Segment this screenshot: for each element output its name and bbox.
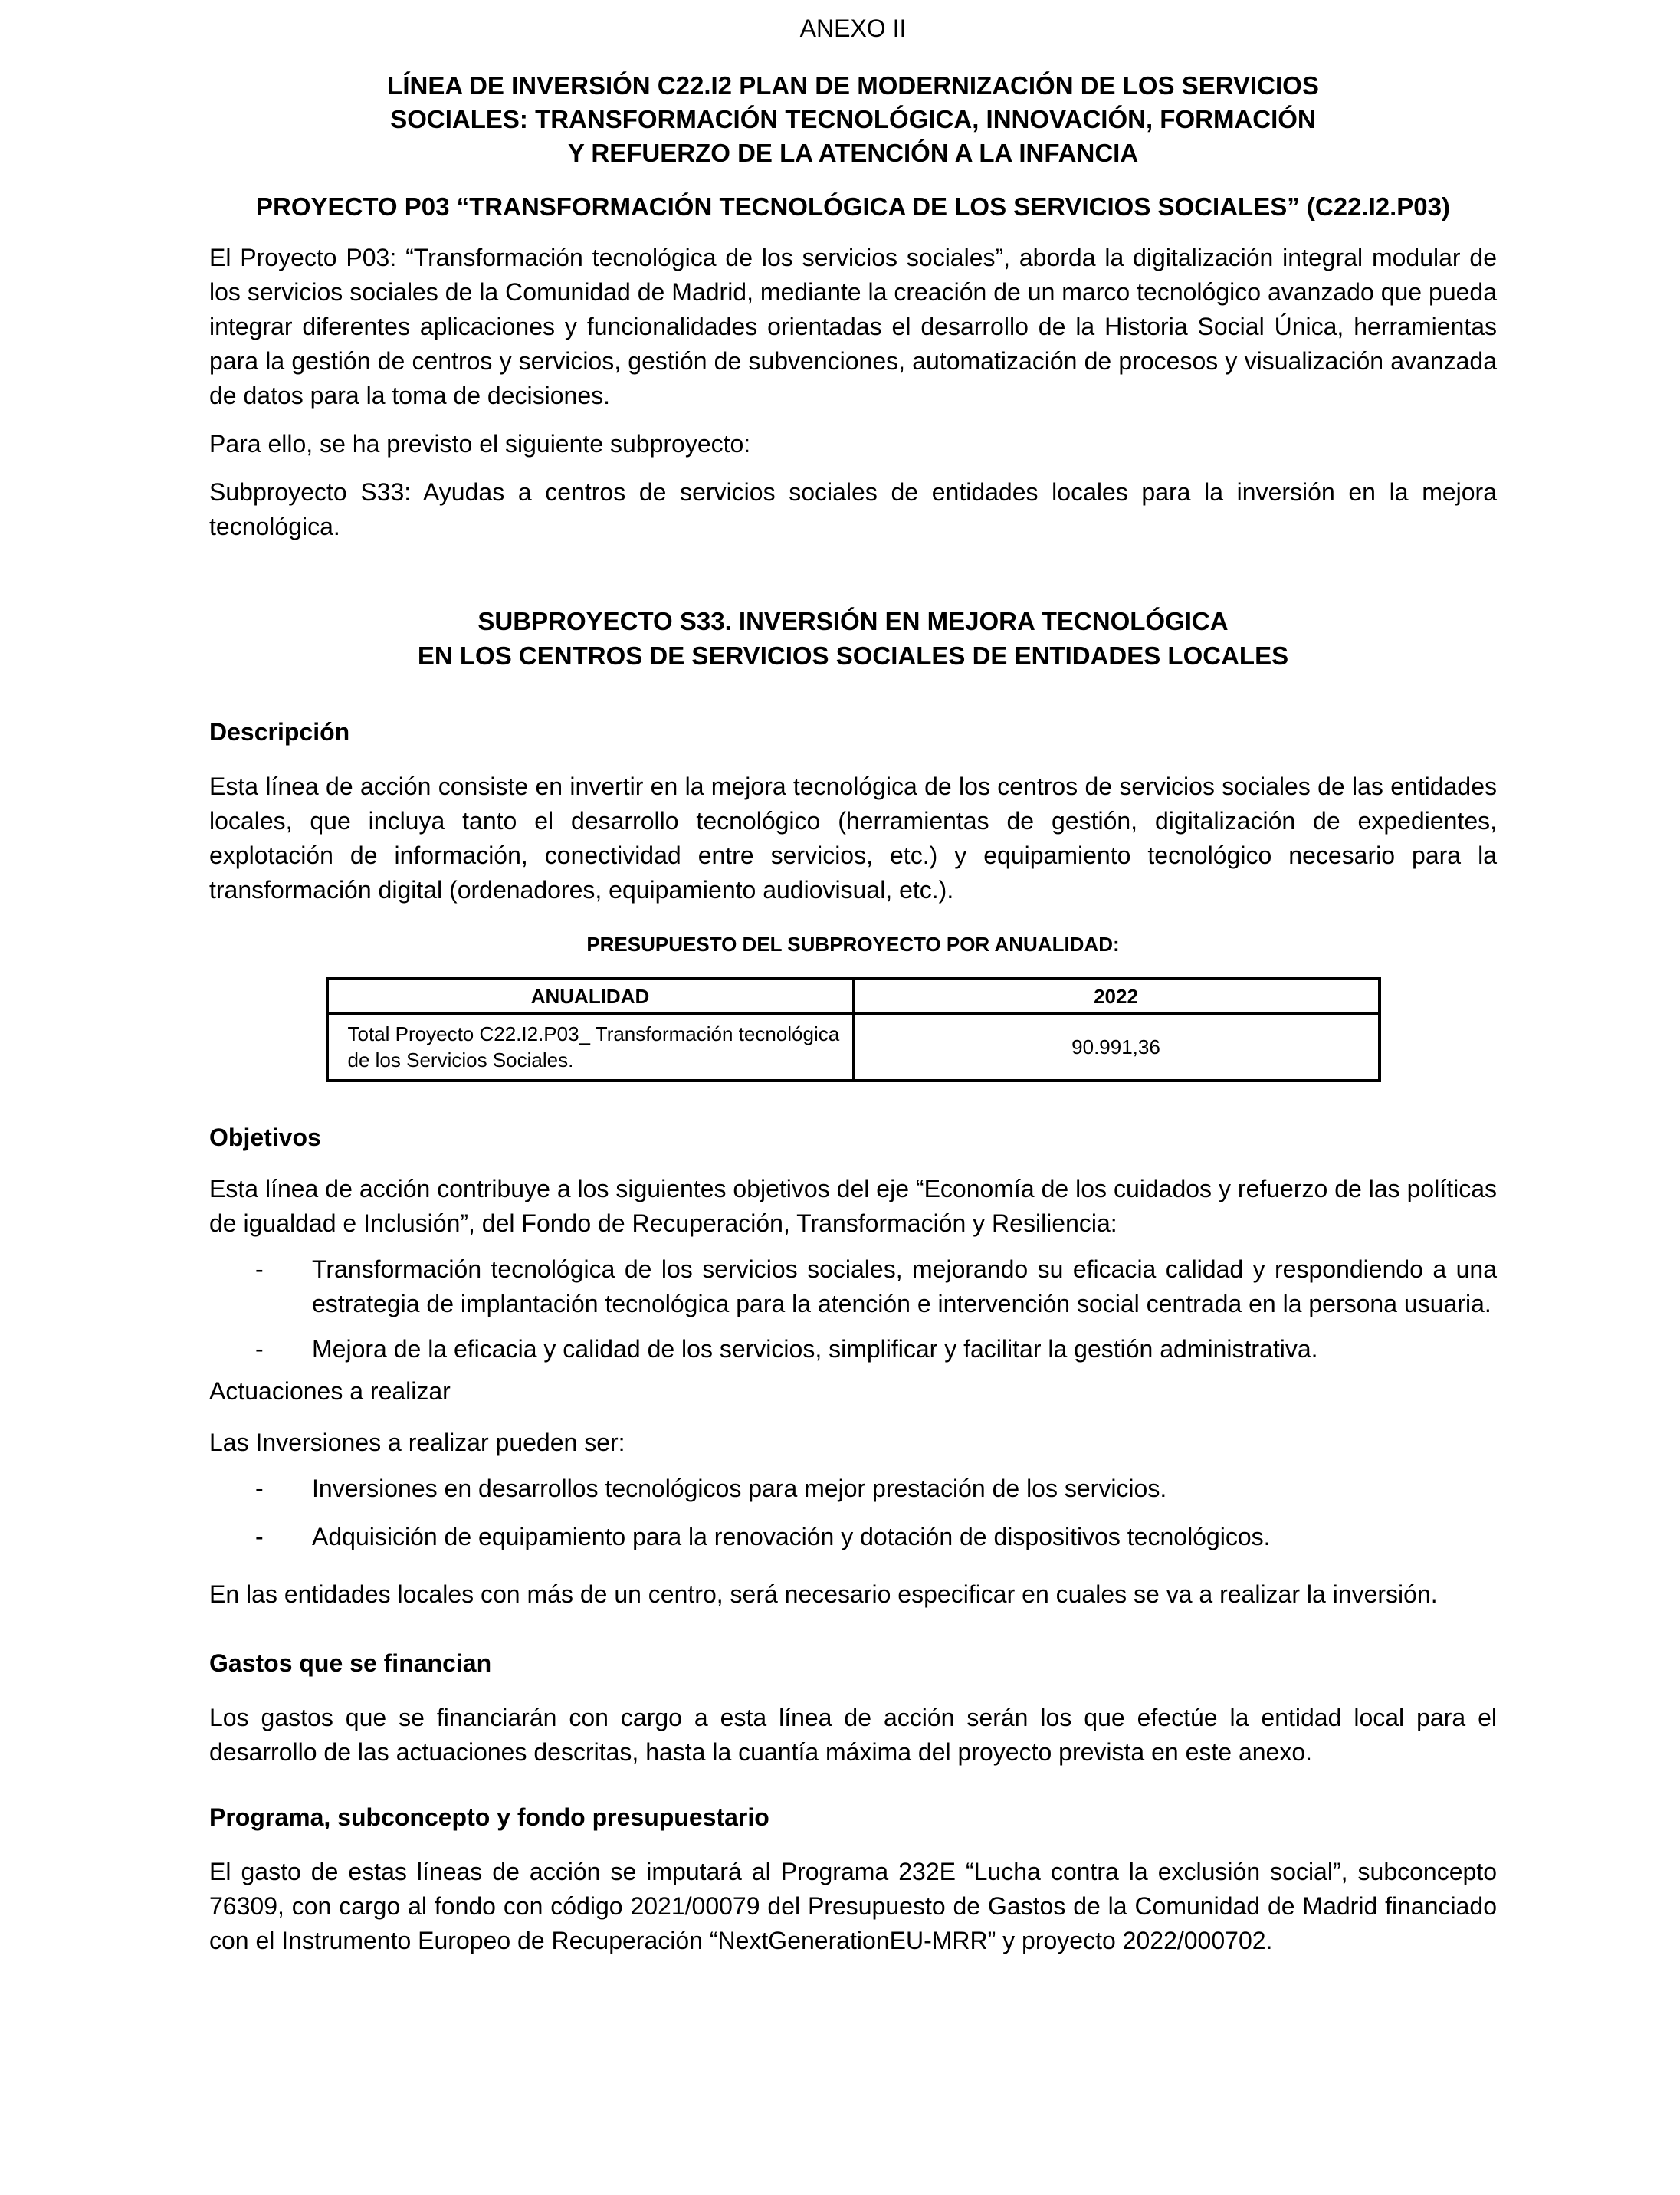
objectives-list xyxy=(209,1252,1497,1367)
objectives-item-2-text: Mejora de la eficacia y calidad de los servicios, simplificar y facilitar la gestión administrativa. xyxy=(312,1335,1318,1363)
list-item xyxy=(209,1252,1497,1321)
investment-line-title-line-1: LÍNEA DE INVERSIÓN C22.I2 PLAN DE MODERNIZACIÓN DE LOS SERVICIOS xyxy=(387,71,1319,100)
budget-program-paragraph: El gasto de estas líneas de acción se imputará al Programa 232E “Lucha contra la exclusión social”, subconcepto 76309, con cargo al fondo con código 2021/00079 del Presupuesto de Gastos de la Comunidad de Madrid financiado con el Instrumento Europeo de Recuperación “NextGenerationEU-MRR” y proyecto 2022/000702. xyxy=(209,1858,1497,1954)
budget-program-heading: Programa, subconcepto y fondo presupuestario xyxy=(209,1803,769,1831)
intro-section xyxy=(209,241,1497,544)
document-header xyxy=(209,11,1497,224)
list-item xyxy=(209,1332,1497,1367)
objectives-intro-paragraph: Esta línea de acción contribuye a los siguientes objetivos del eje “Economía de los cuidados y refuerzo de las políticas de igualdad e Inclusión”, del Fondo de Recuperación, Transformación y Resiliencia: xyxy=(209,1175,1497,1237)
subproject-lead-in-paragraph: Para ello, se ha previsto el siguiente subproyecto: xyxy=(209,430,751,458)
objectives-heading: Objetivos xyxy=(209,1124,321,1151)
actions-item-2-text: Adquisición de equipamiento para la renovación y dotación de dispositivos tecnológicos. xyxy=(312,1523,1271,1550)
financed-expenses-paragraph: Los gastos que se financiarán con cargo a esta línea de acción serán los que efectúe la entidad local para el desarrollo de las actuaciones descritas, hasta la cuantía máxima del proyecto prevista en este anexo. xyxy=(209,1704,1497,1766)
project-heading: PROYECTO P03 “TRANSFORMACIÓN TECNOLÓGICA DE LOS SERVICIOS SOCIALES” (C22.I2.P03) xyxy=(256,192,1450,221)
subproject-summary-paragraph: Subproyecto S33: Ayudas a centros de servicios sociales de entidades locales para la inversión en la mejora tecnológica. xyxy=(209,478,1497,540)
subproject-heading xyxy=(163,604,1543,673)
actions-heading: Actuaciones a realizar xyxy=(209,1377,451,1405)
actions-list xyxy=(209,1472,1497,1554)
budget-row-amount: 90.991,36 xyxy=(853,1014,1380,1081)
financed-expenses-heading: Gastos que se financian xyxy=(209,1649,492,1677)
subproject-heading-line-2: EN LOS CENTROS DE SERVICIOS SOCIALES DE ENTIDADES LOCALES xyxy=(417,641,1289,670)
budget-table-caption: PRESUPUESTO DEL SUBPROYECTO POR ANUALIDAD: xyxy=(586,933,1120,956)
subproject-section xyxy=(209,604,1497,1958)
investment-line-title-line-2: SOCIALES: TRANSFORMACIÓN TECNOLÓGICA, INNOVACIÓN, FORMACIÓN xyxy=(390,105,1316,133)
budget-table xyxy=(326,977,1381,1082)
actions-note-paragraph: En las entidades locales con más de un centro, será necesario especificar en cuales se va a realizar la inversión. xyxy=(209,1580,1438,1608)
subproject-heading-line-1: SUBPROYECTO S33. INVERSIÓN EN MEJORA TECNOLÓGICA xyxy=(477,607,1229,635)
table-row xyxy=(327,1014,1380,1081)
list-item xyxy=(209,1520,1497,1554)
list-item xyxy=(209,1472,1497,1506)
budget-table-head xyxy=(327,979,1380,1014)
dash-bullet-marker: - xyxy=(255,1335,264,1363)
dash-bullet-marker: - xyxy=(255,1523,264,1550)
budget-column-2022: 2022 xyxy=(853,979,1380,1014)
project-description-paragraph: El Proyecto P03: “Transformación tecnológica de los servicios sociales”, aborda la digitalización integral modular de los servicios sociales de la Comunidad de Madrid, mediante la creación de un marco tecnológico avanzado que pueda integrar diferentes aplicaciones y funcionalidades orientadas el desarrollo de la Historia Social Única, herramientas para la gestión de centros y servicios, gestión de subvenciones, automatización de procesos y visualización avanzada de datos para la toma de decisiones. xyxy=(209,244,1497,409)
budget-table-header-row xyxy=(327,979,1380,1014)
annex-label: ANEXO II xyxy=(799,15,907,42)
dash-bullet-marker: - xyxy=(255,1475,264,1502)
budget-row-concept: Total Proyecto C22.I2.P03_ Transformación tecnológica de los Servicios Sociales. xyxy=(327,1014,854,1081)
objectives-item-1-text: Transformación tecnológica de los servicios sociales, mejorando su eficacia calidad y respondiendo a una estrategia de implantación tecnológica para la atención e intervención social centrada en la persona usuaria. xyxy=(312,1255,1497,1317)
budget-column-anualidad: ANUALIDAD xyxy=(327,979,854,1014)
actions-item-1-text: Inversiones en desarrollos tecnológicos para mejor prestación de los servicios. xyxy=(312,1475,1167,1502)
investment-line-title-line-3: Y REFUERZO DE LA ATENCIÓN A LA INFANCIA xyxy=(567,139,1139,167)
investment-line-title xyxy=(163,69,1543,170)
dash-bullet-marker: - xyxy=(255,1255,264,1283)
actions-intro-paragraph: Las Inversiones a realizar pueden ser: xyxy=(209,1429,625,1456)
description-heading: Descripción xyxy=(209,718,350,746)
description-paragraph: Esta línea de acción consiste en invertir en la mejora tecnológica de los centros de servicios sociales de las entidades locales, que incluya tanto el desarrollo tecnológico (herramientas de gestión, digitalización de expedientes, explotación de información, conectividad entre servicios, etc.) y equipamiento tecnológico necesario para la transformación digital (ordenadores, equipamiento audiovisual, etc.). xyxy=(209,773,1497,904)
budget-table-body xyxy=(327,1014,1380,1081)
